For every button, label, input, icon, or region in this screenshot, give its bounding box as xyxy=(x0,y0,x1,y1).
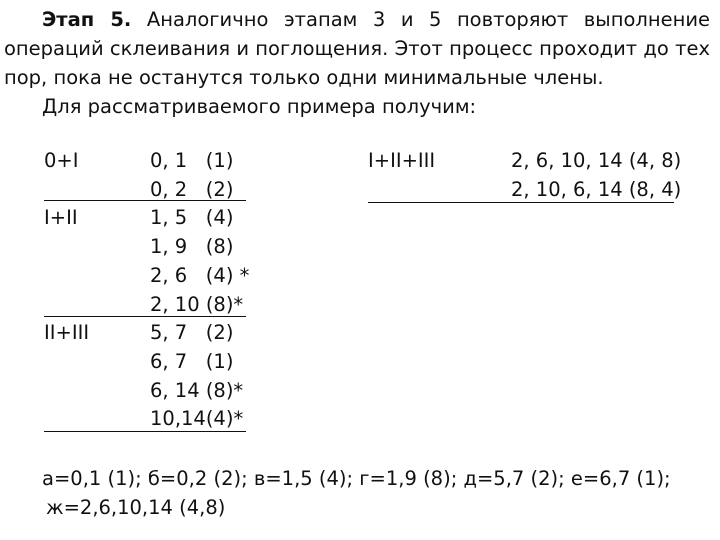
intro-line-3: пор, пока не останутся только одни минимальные члены. xyxy=(4,66,604,89)
table-row: 0, 1 (1) xyxy=(150,149,234,172)
intro-line-1 xyxy=(4,5,710,34)
intro-paragraph xyxy=(4,5,710,92)
group-label-0-i: 0+I xyxy=(44,149,79,172)
table-row: 0, 2 (2) xyxy=(150,178,234,201)
table-row: 2, 6, 10, 14 (4, 8) xyxy=(511,149,682,172)
group-separator-rule xyxy=(44,431,246,432)
table-row: 5, 7 (2) xyxy=(150,321,234,344)
intro-line-1-text: Аналогично этапам 3 и 5 повторяют выполнение xyxy=(131,8,711,31)
table-row: 1, 5 (4) xyxy=(150,206,234,229)
table-row: 6, 14 (8)* xyxy=(150,379,244,402)
group-label-ii-iii: II+III xyxy=(44,321,90,344)
group-separator-rule xyxy=(44,316,246,317)
group-separator-rule xyxy=(44,200,246,201)
summary-line-2: ж=2,6,10,14 (4,8) xyxy=(46,496,226,519)
example-intro-line: Для рассматриваемого примера получим: xyxy=(42,95,477,118)
table-row: 10,14(4)* xyxy=(150,407,244,430)
summary-line-1: а=0,1 (1); б=0,2 (2); в=1,5 (4); г=1,9 (8); д=5,7 (2); е=6,7 (1); xyxy=(42,467,671,490)
group-separator-rule xyxy=(368,202,674,203)
right-group-label: I+II+III xyxy=(368,149,436,172)
table-row: 2, 6 (4) * xyxy=(150,264,250,287)
table-row: 6, 7 (1) xyxy=(150,350,234,373)
table-row: 1, 9 (8) xyxy=(150,235,234,258)
table-row: 2, 10 (8)* xyxy=(150,293,244,316)
intro-line-2: операций склеивания и поглощения. Этот процесс проходит до тех xyxy=(4,37,710,60)
table-row: 2, 10, 6, 14 (8, 4) xyxy=(511,178,682,201)
group-label-i-ii: I+II xyxy=(44,206,78,229)
stage-label: Этап 5. xyxy=(42,8,132,31)
